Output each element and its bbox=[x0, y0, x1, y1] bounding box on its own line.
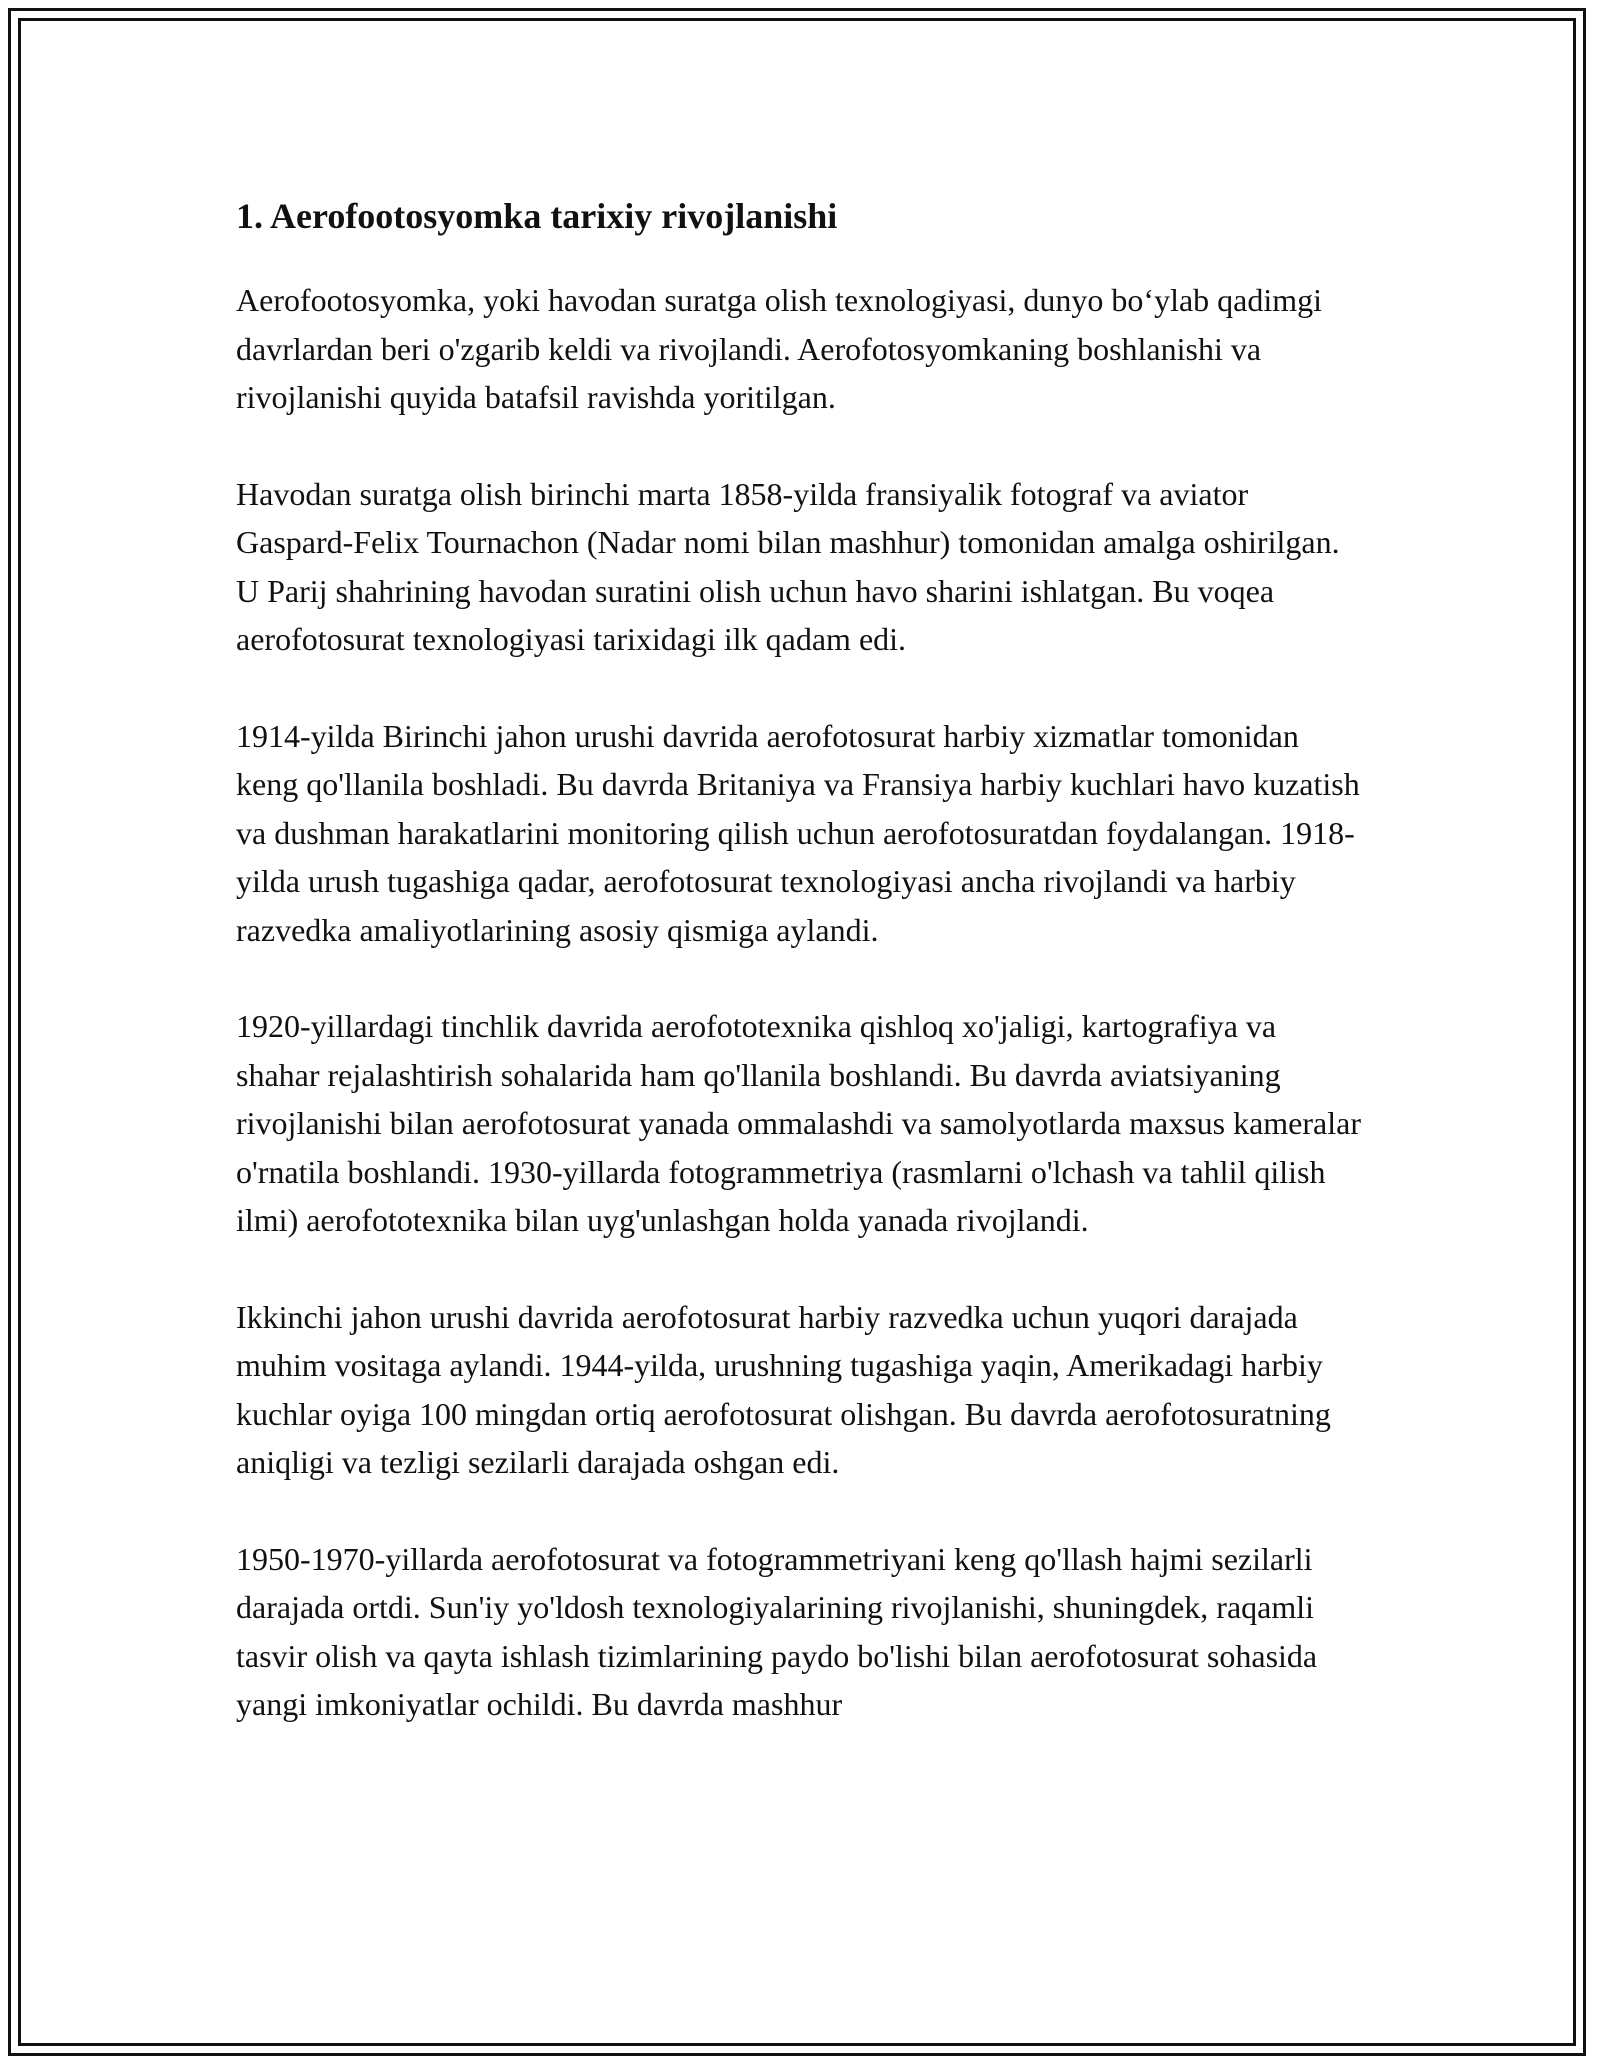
paragraph-1858-nadar: Havodan suratga olish birinchi marta 1858-yilda fransiyalik fotograf va aviator Gaspard-Felix Tournachon (Nadar nomi bilan mashhur) tomonidan amalga oshirilgan. U Parij shahrining havodan suratini olish uchun havo sharini ishlatgan. Bu voqea aerofotosurat texnologiyasi tarixidagi ilk qadam edi. bbox=[236, 475, 1340, 657]
document-body bbox=[236, 186, 1366, 1777]
paragraph-ww1: 1914-yilda Birinchi jahon urushi davrida aerofotosurat harbiy xizmatlar tomonidan keng qo'llanila boshladi. Bu davrda Britaniya va Fransiya harbiy kuchlari havo kuzatish va dushman harakatlarini monitoring qilish uchun aerofotosuratdan foydalangan. 1918-yilda urush tugashiga qadar, aerofotosurat texnologiyasi ancha rivojlandi va harbiy razvedka amaliyotlarining asosiy qismiga aylandi. bbox=[236, 717, 1360, 948]
paragraph-1950-1970: 1950-1970-yillarda aerofotosurat va fotogrammetriyani keng qo'llash hajmi sezilarli darajada ortdi. Sun'iy yo'ldosh texnologiyalarining rivojlanishi, shuningdek, raqamli tasvir olish va qayta ishlash tizimlarining paydo bo'lishi bilan aerofotosurat sohasida yangi imkoniyatlar ochildi. Bu davrda mashhur bbox=[236, 1540, 1318, 1722]
section-heading: 1. Aerofootosyomka tarixiy rivojlanishi bbox=[236, 196, 838, 236]
paragraph-ww2: Ikkinchi jahon urushi davrida aerofotosurat harbiy razvedka uchun yuqori darajada muhim vositaga aylandi. 1944-yilda, urushning tugashiga yaqin, Amerikadagi harbiy kuchlar oyiga 100 mingdan ortiq aerofotosurat olishgan. Bu davrda aerofotosuratning aniqligi va tezligi sezilarli darajada oshgan edi. bbox=[236, 1298, 1331, 1480]
paragraph-1920s: 1920-yillardagi tinchlik davrida aerofototexnika qishloq xo'jaligi, kartografiya va shahar rejalashtirish sohalarida ham qo'llanila boshlandi. Bu davrda aviatsiyaning rivojlanishi bilan aerofotosurat yanada ommalashdi va samolyotlarda maxsus kameralar o'rnatila boshlandi. 1930-yillarda fotogrammetriya (rasmlarni o'lchash va tahlil qilish ilmi) aerofototexnika bilan uyg'unlashgan holda yanada rivojlandi. bbox=[236, 1008, 1361, 1238]
paragraph-intro: Aerofootosyomka, yoki havodan suratga olish texnologiyasi, dunyo bo‘ylab qadimgi davrlardan beri o'zgarib keldi va rivojlandi. Aerofotosyomkaning boshlanishi va rivojlanishi quyida batafsil ravishda yoritilgan. bbox=[236, 282, 1323, 415]
